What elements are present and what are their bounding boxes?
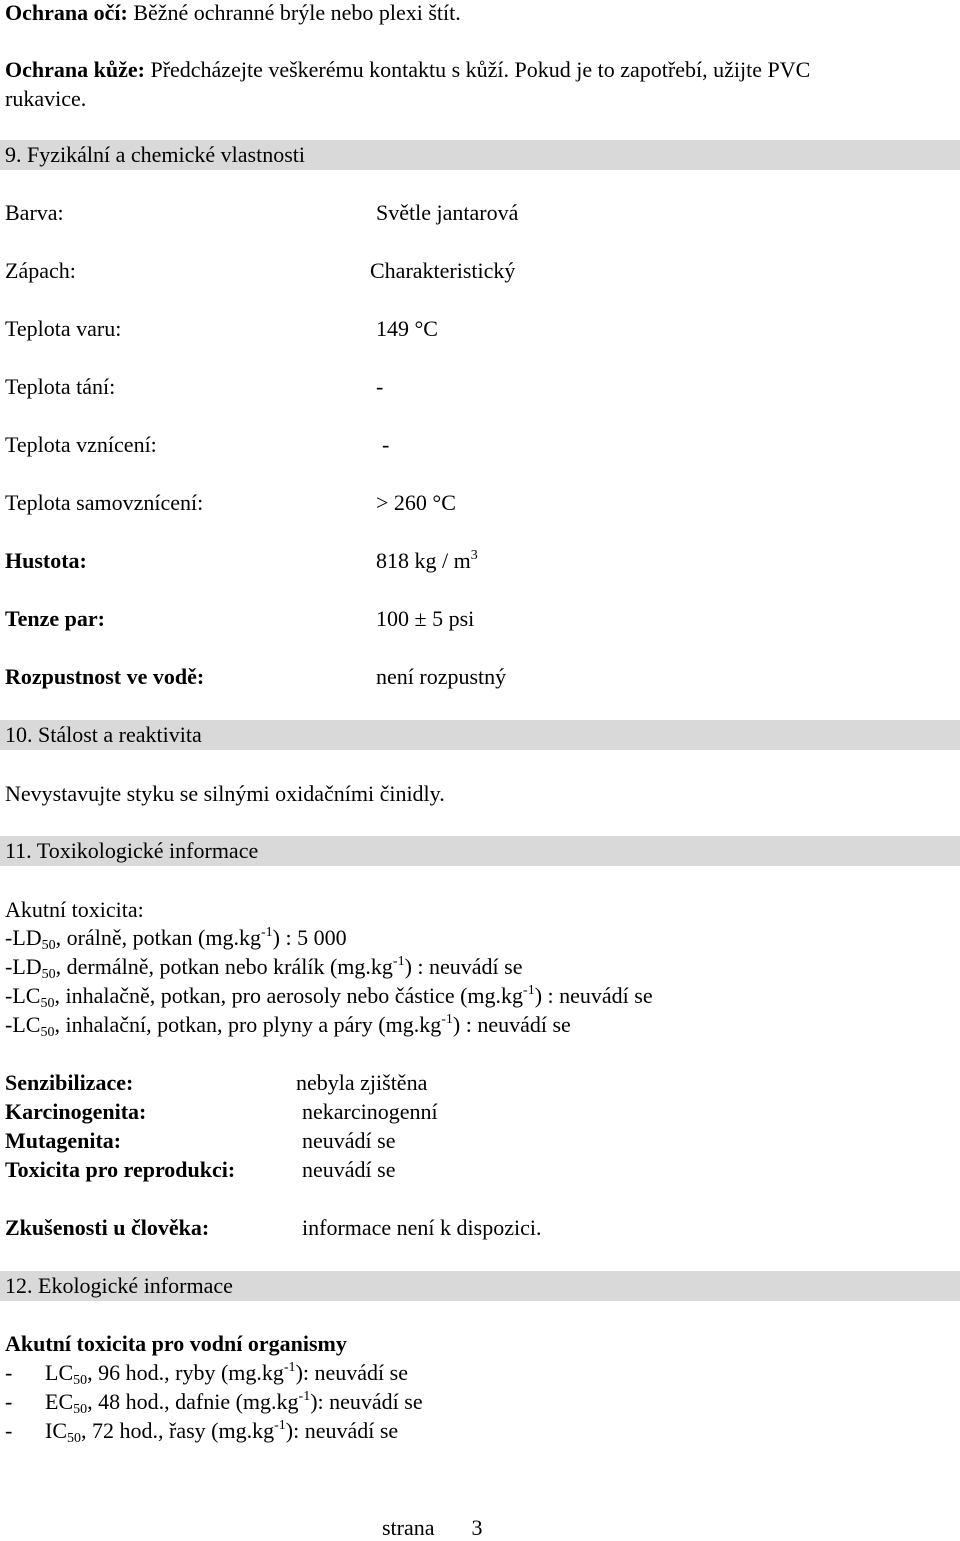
item-superscript: -1 [523, 983, 535, 998]
property-value-color: Světle jantarová [376, 200, 519, 225]
item-result: ) : 5 000 [272, 925, 347, 950]
item-result: ) : neuvádí se [452, 1012, 571, 1037]
acute-toxicity-item [5, 925, 347, 951]
item-prefix: EC [45, 1389, 74, 1414]
item-prefix: -LC [5, 983, 41, 1008]
item-prefix: -LD [5, 954, 42, 979]
section-11-title: 11. Toxikologické informace [5, 838, 259, 863]
property-value-autoignition: > 260 °C [376, 490, 456, 515]
property-label-melting: Teplota tání: [5, 374, 116, 399]
skin-protection-cont: rukavice. [5, 86, 87, 111]
item-superscript: -1 [274, 1418, 286, 1433]
item-prefix: -LD [5, 925, 42, 950]
item-dash: - [5, 1418, 13, 1443]
item-result: ): neuvádí se [310, 1389, 423, 1414]
page-number: 3 [471, 1515, 483, 1540]
item-result: ): neuvádí se [285, 1418, 399, 1443]
property-value-vapor: 100 ± 5 psi [376, 606, 475, 631]
section-12-header [0, 1271, 960, 1301]
sensitization-value: nebyla zjištěna [296, 1070, 428, 1095]
density-value-text: 818 kg / m [376, 548, 471, 573]
density-exponent: 3 [470, 548, 478, 563]
page-label: strana [382, 1515, 435, 1540]
aquatic-toxicity-item [5, 1360, 408, 1386]
property-label-odor: Zápach: [5, 258, 76, 283]
item-superscript: -1 [260, 925, 273, 940]
section-9-header [0, 140, 960, 170]
item-result: ) : neuvádí se [404, 954, 523, 979]
acute-toxicity-item [5, 983, 653, 1009]
acute-toxicity-item [5, 1012, 571, 1038]
skin-protection-label: Ochrana kůže: [5, 57, 145, 82]
item-dash: - [5, 1360, 13, 1385]
eye-protection-text: Běžné ochranné brýle nebo plexi štít. [133, 0, 461, 25]
reproductive-toxicity-value: neuvádí se [302, 1157, 396, 1182]
property-value-odor: Charakteristický [370, 258, 516, 283]
item-text: , 72 hod., řasy (mg.kg [81, 1418, 275, 1443]
item-subscript: 50 [73, 1373, 88, 1388]
item-text: , orálně, potkan (mg.kg [55, 925, 261, 950]
item-subscript: 50 [40, 996, 55, 1011]
skin-protection-text: Předcházejte veškerému kontaktu s kůží. Pokud je to zapotřebí, užijte PVC [150, 57, 811, 82]
item-subscript: 50 [67, 1431, 81, 1446]
section-12-title: 12. Ekologické informace [5, 1273, 233, 1298]
stability-text: Nevystavujte styku se silnými oxidačními činidly. [5, 781, 445, 806]
property-label-flash: Teplota vznícení: [5, 432, 157, 457]
acute-toxicity-label: Akutní toxicita: [5, 897, 144, 922]
mutagenicity-value: neuvádí se [302, 1128, 396, 1153]
property-label-vapor: Tenze par: [5, 606, 106, 631]
property-label-autoignition: Teplota samovznícení: [5, 490, 204, 515]
property-value-melting: - [376, 374, 384, 399]
section-10-header [0, 720, 960, 750]
property-label-solubility: Rozpustnost ve vodě: [5, 664, 205, 689]
item-prefix: IC [45, 1418, 67, 1443]
human-experience-label: Zkušenosti u člověka: [5, 1215, 210, 1240]
sensitization-label: Senzibilizace: [5, 1070, 134, 1095]
item-dash: - [5, 1389, 13, 1414]
item-prefix: -LC [5, 1012, 41, 1037]
carcinogenicity-label: Karcinogenita: [5, 1099, 147, 1124]
aquatic-toxicity-item [5, 1389, 423, 1415]
page-footer [382, 1515, 483, 1541]
property-label-color: Barva: [5, 200, 64, 225]
acute-toxicity-item [5, 954, 522, 980]
aquatic-toxicity-label: Akutní toxicita pro vodní organismy [5, 1331, 347, 1356]
item-text: , 48 hod., dafnie (mg.kg [87, 1389, 299, 1414]
property-value-solubility: není rozpustný [376, 664, 507, 689]
property-label-boiling: Teplota varu: [5, 316, 122, 341]
eye-protection-line [5, 0, 461, 26]
item-result: ): neuvádí se [295, 1360, 408, 1385]
property-value-density [376, 548, 478, 574]
property-value-boiling: 149 °C [376, 316, 438, 341]
item-subscript: 50 [41, 967, 56, 982]
item-prefix: LC [45, 1360, 74, 1385]
item-text: , 96 hod., ryby (mg.kg [87, 1360, 284, 1385]
item-subscript: 50 [73, 1402, 88, 1417]
section-11-header [0, 836, 960, 866]
item-superscript: -1 [441, 1012, 453, 1027]
item-text: , inhalační, potkan, pro plyny a páry (mg.kg [54, 1012, 442, 1037]
eye-protection-label: Ochrana očí: [5, 0, 128, 25]
item-text: , dermálně, potkan nebo králík (mg.kg [55, 954, 393, 979]
item-text: , inhalačně, potkan, pro aerosoly nebo částice (mg.kg [54, 983, 524, 1008]
section-9-title: 9. Fyzikální a chemické vlastnosti [5, 142, 305, 167]
carcinogenicity-value: nekarcinogenní [302, 1099, 438, 1124]
property-label-density: Hustota: [5, 548, 87, 573]
item-superscript: -1 [283, 1360, 296, 1375]
item-superscript: -1 [298, 1389, 311, 1404]
aquatic-toxicity-item [5, 1418, 398, 1444]
item-superscript: -1 [392, 954, 405, 969]
human-experience-value: informace není k dispozici. [302, 1215, 542, 1240]
section-10-title: 10. Stálost a reaktivita [5, 722, 202, 747]
property-value-flash: - [382, 432, 390, 457]
item-result: ) : neuvádí se [534, 983, 653, 1008]
skin-protection-line [5, 57, 810, 83]
item-subscript: 50 [41, 938, 56, 953]
reproductive-toxicity-label: Toxicita pro reprodukci: [5, 1157, 236, 1182]
item-subscript: 50 [40, 1025, 55, 1040]
mutagenicity-label: Mutagenita: [5, 1128, 122, 1153]
